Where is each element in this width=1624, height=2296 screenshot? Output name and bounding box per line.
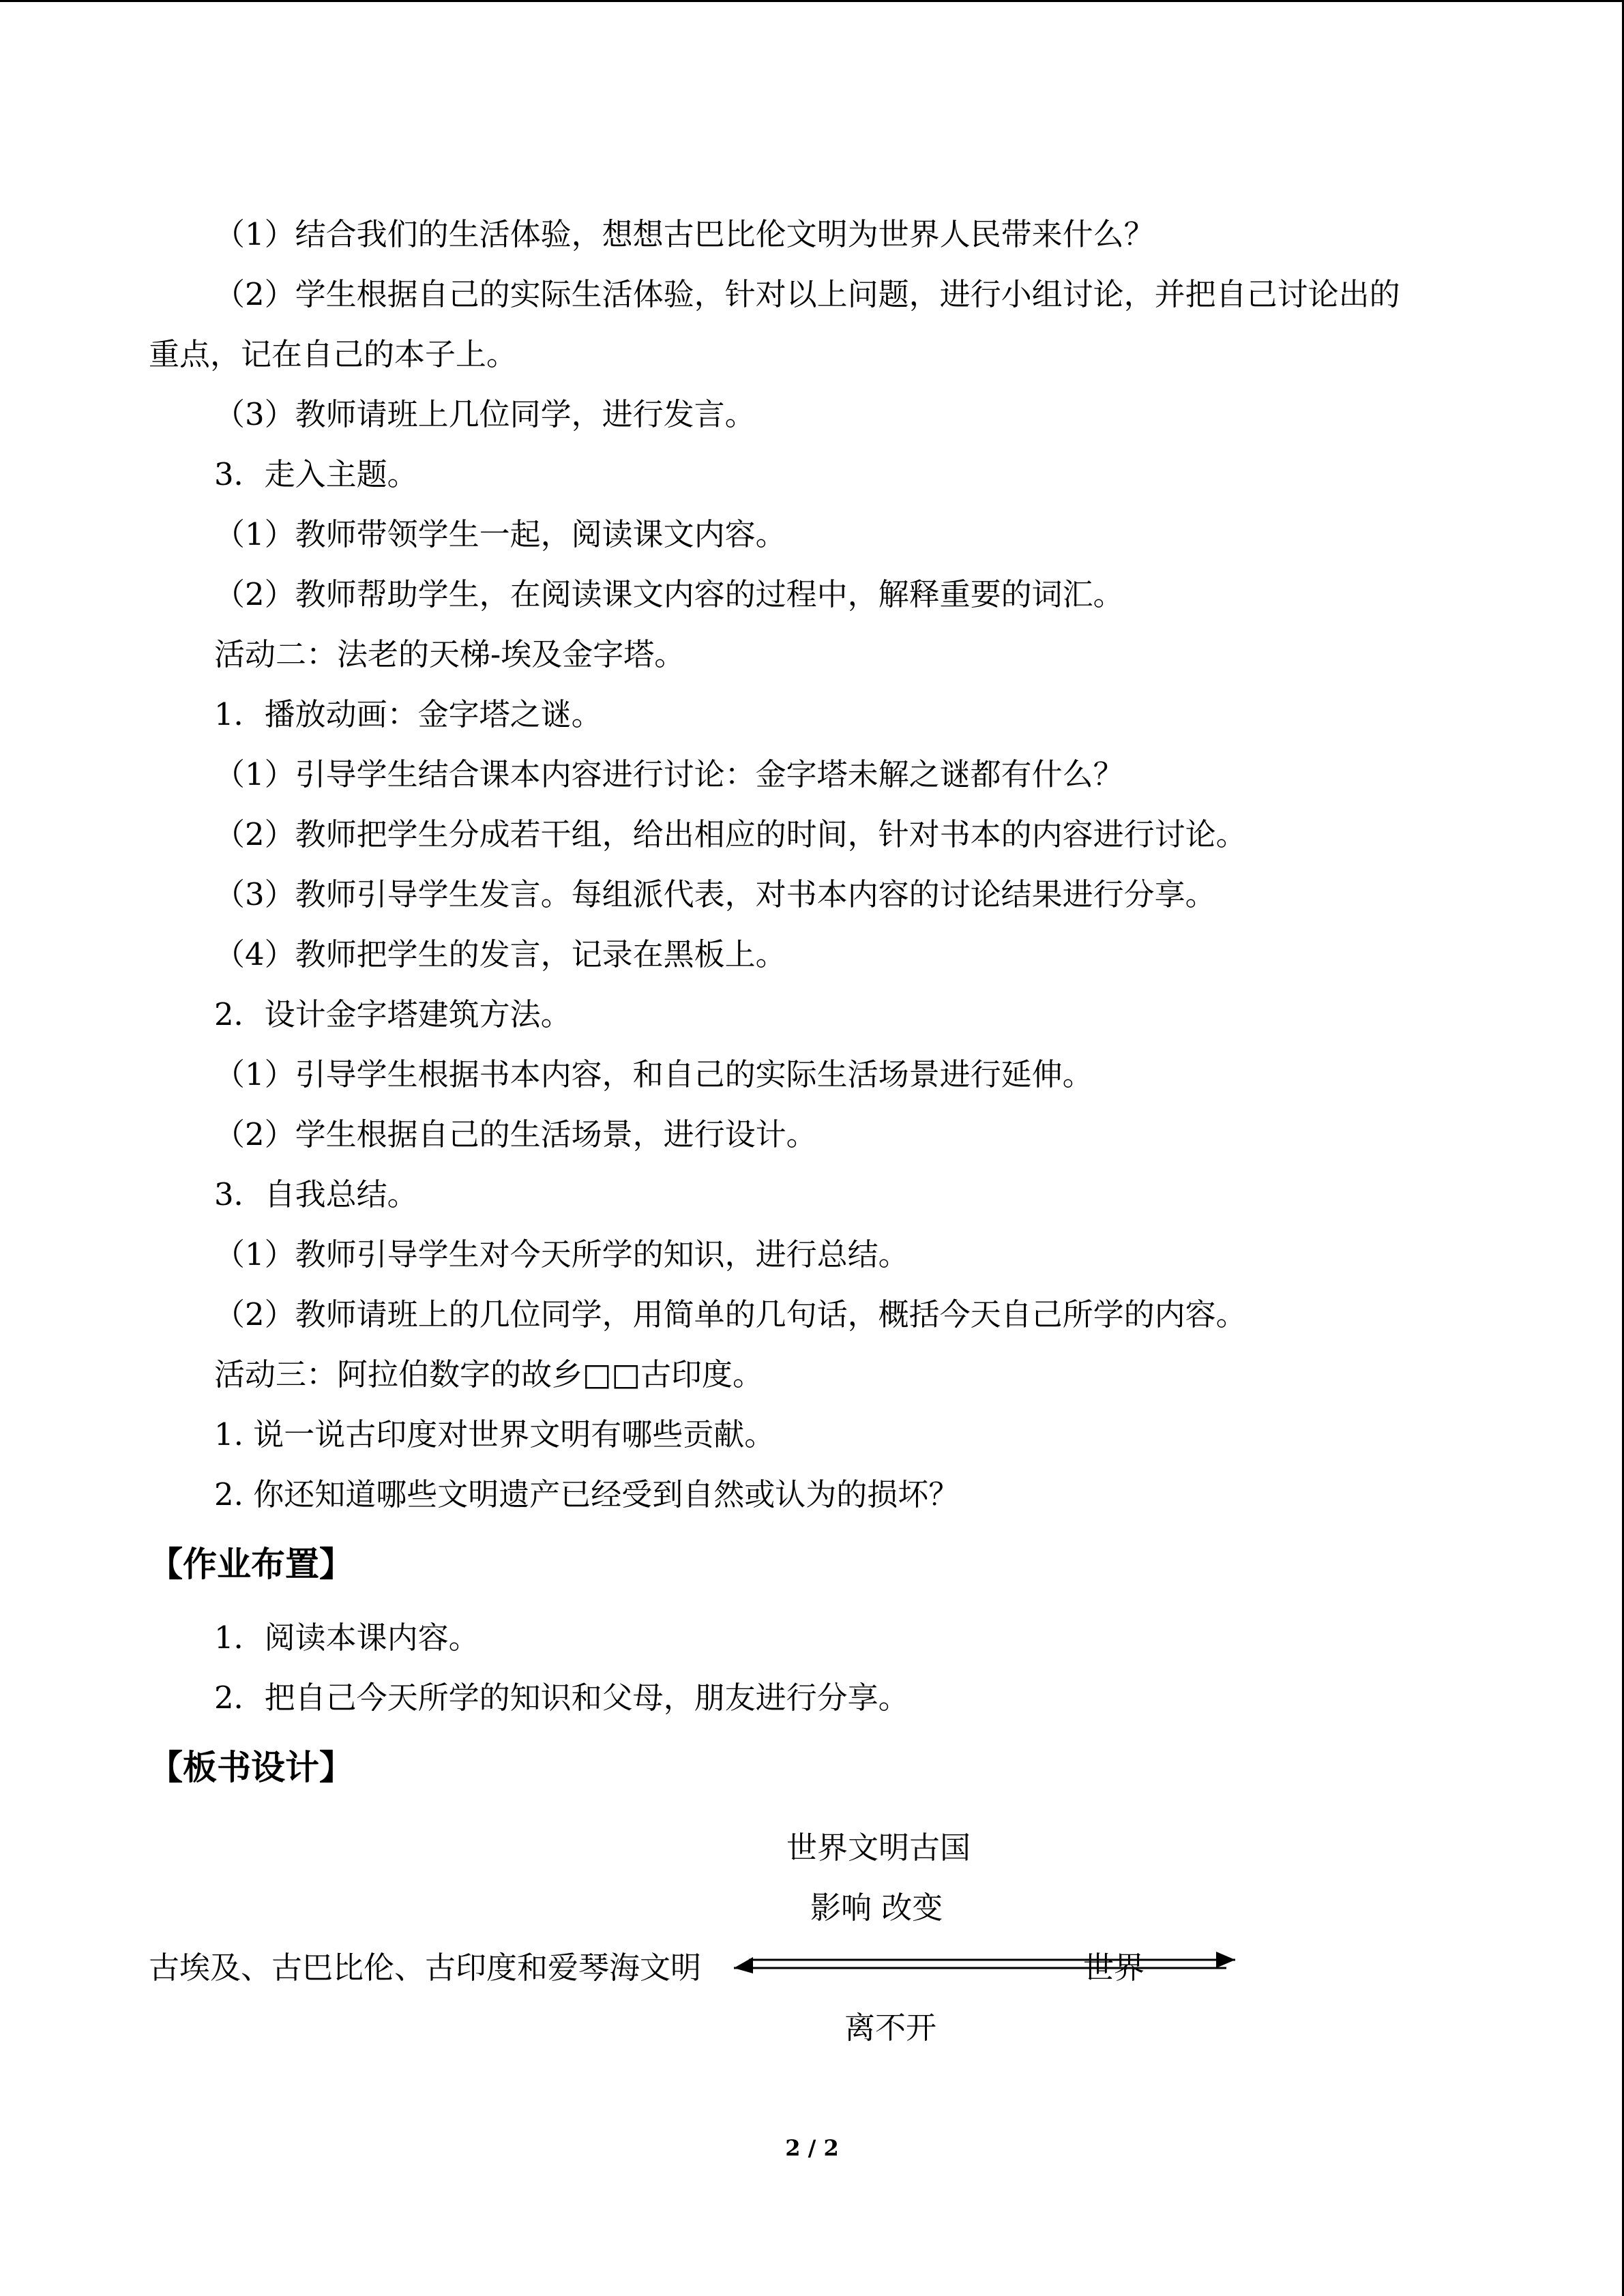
- page-number: 2 / 2: [785, 2135, 839, 2161]
- board-bottom-label: 离不开: [844, 2010, 937, 2046]
- question-item: 1. 说一说古印度对世界文明有哪些贡献。: [214, 1416, 776, 1452]
- board-right-label: 世界: [1083, 1950, 1145, 1986]
- section-step: 1．播放动画：金字塔之谜。: [214, 696, 602, 732]
- double-arrow-icon: [734, 1948, 1235, 1988]
- paragraph: （1）结合我们的生活体验，想想古巴比伦文明为世界人民带来什么？: [214, 216, 1155, 252]
- activity-title: 活动三：阿拉伯数字的故乡□□古印度。: [214, 1356, 764, 1392]
- paragraph: （1）教师带领学生一起，阅读课文内容。: [214, 516, 786, 552]
- board-design-heading: 【板书设计】: [149, 1748, 353, 1787]
- board-title: 世界文明古国: [786, 1830, 971, 1866]
- homework-heading: 【作业布置】: [149, 1545, 353, 1584]
- paragraph: （2）学生根据自己的生活场景，进行设计。: [214, 1116, 817, 1152]
- homework-item: 2．把自己今天所学的知识和父母，朋友进行分享。: [214, 1680, 909, 1716]
- paragraph-continuation: 重点，记在自己的本子上。: [149, 336, 518, 372]
- activity-title: 活动二：法老的天梯-埃及金字塔。: [214, 636, 685, 672]
- board-left-label: 古埃及、古巴比伦、古印度和爱琴海文明: [149, 1950, 702, 1986]
- section-step: 2．设计金字塔建筑方法。: [214, 996, 572, 1032]
- paragraph: （3）教师引导学生发言。每组派代表，对书本内容的讨论结果进行分享。: [214, 876, 1216, 912]
- question-item: 2. 你还知道哪些文明遗产已经受到自然或认为的损坏？: [214, 1476, 960, 1512]
- paragraph: （4）教师把学生的发言，记录在黑板上。: [214, 936, 786, 972]
- paragraph: （2）教师帮助学生，在阅读课文内容的过程中，解释重要的词汇。: [214, 576, 1124, 612]
- page-border-top: [0, 0, 1624, 2]
- board-influence-label: 影响 改变: [810, 1890, 943, 1926]
- paragraph: （1）引导学生结合课本内容进行讨论：金字塔未解之谜都有什么？: [214, 756, 1124, 792]
- section-step: 3．自我总结。: [214, 1176, 418, 1212]
- paragraph: （1）教师引导学生对今天所学的知识，进行总结。: [214, 1236, 909, 1272]
- paragraph: （2）学生根据自己的实际生活体验，针对以上问题，进行小组讨论，并把自己讨论出的: [214, 276, 1400, 312]
- document-body: [149, 205, 1475, 1811]
- section-step: 3．走入主题。: [214, 456, 418, 492]
- homework-item: 1．阅读本课内容。: [214, 1620, 479, 1656]
- board-design-diagram: [149, 1821, 1475, 2066]
- paragraph: （2）教师请班上的几位同学，用简单的几句话，概括今天自己所学的内容。: [214, 1296, 1247, 1332]
- paragraph: （3）教师请班上几位同学，进行发言。: [214, 396, 756, 432]
- paragraph: （2）教师把学生分成若干组，给出相应的时间，针对书本的内容进行讨论。: [214, 816, 1247, 852]
- paragraph: （1）引导学生根据书本内容，和自己的实际生活场景进行延伸。: [214, 1056, 1093, 1092]
